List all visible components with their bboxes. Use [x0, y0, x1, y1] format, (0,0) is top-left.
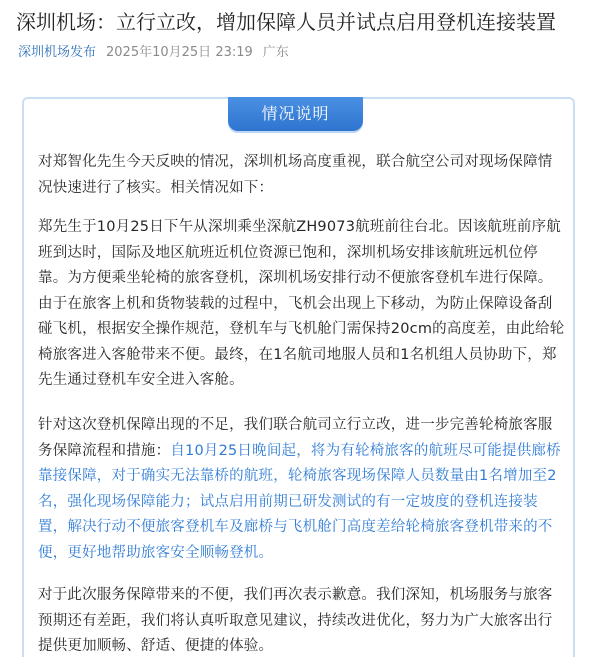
measures-intro-text: 针对这次登机保障出现的不足，我们联合航司立行立改，进一步完善轮椅旅客服务保障流程和措施： [38, 417, 553, 459]
article-meta [18, 44, 289, 62]
article-title: 深圳机场：立行立改，增加保障人员并试点启用登机连接装置 [16, 10, 556, 34]
publish-location: 广东 [262, 45, 289, 60]
notice-paragraph-measures [38, 413, 565, 566]
notice-paragraph-intro: 对郑智化先生今天反映的情况，深圳机场高度重视，联合航空公司对现场保障情况快速进行了核实。相关情况如下： [38, 154, 553, 196]
notice-badge: 情况说明 [228, 97, 363, 131]
source-link[interactable]: 深圳机场发布 [18, 45, 97, 60]
measures-highlight-text: 自10月25日晚间起，将为有轮椅旅客的航班尽可能提供廊桥靠接保障，对于确实无法靠桥的航班，轮椅旅客现场保障人员数量由1名增加至2名，强化现场保障能力；试点启用前期已研发测试的有一定坡度的登机连接装置，解决行动不便旅客登机车及廊桥与飞机舱门高度差给轮椅旅客登机带来的不便，更好地帮助旅客安全顺畅登机。 [38, 442, 561, 561]
publish-datetime: 2025年10月25日 23:19 [106, 45, 253, 60]
notice-paragraph-apology: 对于此次服务保障带来的不便，我们再次表示歉意。我们深知，机场服务与旅客预期还有差距，我们将认真听取意见建议，持续改进优化，努力为广大旅客出行提供更加顺畅、舒适、便捷的体验。 [38, 587, 553, 654]
notice-paragraph-details: 郑先生于10月25日下午从深圳乘坐深航ZH9073航班前往台北。因该航班前序航班到达时，国际及地区航班近机位资源已饱和，深圳机场安排该航班远机位停靠。为方便乘坐轮椅的旅客登机，深圳机场安排行动不便旅客登机车进行保障。由于在旅客上机和货物装载的过程中，飞机会出现上下移动，为防止保障设备刮碰飞机，根据安全操作规范，登机车与飞机舱门需保持20cm的高度差，由此给轮椅旅客进入客舱带来不便。最终，在1名航司地服人员和1名机组人员协助下，郑先生通过登机车安全进入客舱。 [38, 219, 565, 388]
